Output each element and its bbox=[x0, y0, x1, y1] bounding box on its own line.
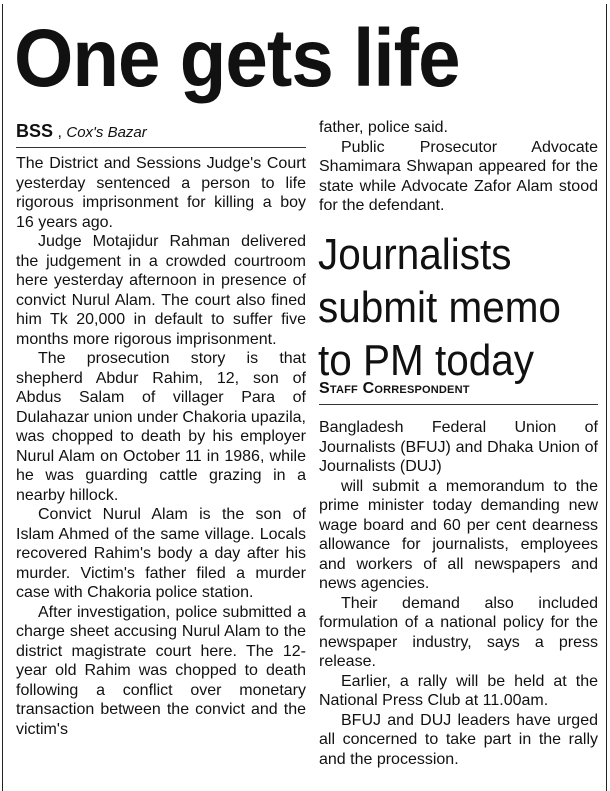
column-rule-left bbox=[2, 4, 3, 791]
byline-separator: , bbox=[53, 124, 67, 141]
article1-paragraph-5: After investigation, police submitted a charge sheet accusing Nurul Alam to the district magistrate court here. The 12-year old Rahim was chopped to death following a conflict over monetary transaction between the convict and the victim's bbox=[16, 603, 306, 738]
byline-staff-correspondent bbox=[319, 379, 598, 399]
byline-agency: BSS bbox=[16, 121, 54, 141]
article1-paragraph-1: The District and Sessions Judge's Court yesterday sentenced a person to life rigorous imprisonment for killing a boy 16 years ago. bbox=[16, 155, 306, 231]
article1-continuation-2: Public Prosecutor Advocate Shamimara Shwapan appeared for the state while Advocate Zafor Alam stood for the defendant. bbox=[319, 138, 598, 214]
article1-paragraph-2: Judge Motajidur Rahman delivered the judgement in a crowded courtroom here yesterday afternoon in presence of convict Nurul Alam. The court also fined him Tk 20,000 in default to suffer five months more rigorous imprisonment. bbox=[16, 233, 306, 348]
article2-paragraph-5: BFUJ and DUJ leaders have urged all concerned to take part in the rally and the procession. bbox=[319, 711, 598, 768]
staff-divider bbox=[319, 404, 598, 405]
article2-paragraph-2: will submit a memorandum to the prime minister today demanding new wage board and 60 per cent dearness allowance for journalists, employees and workers of all newspapers and news agencies. bbox=[319, 477, 598, 592]
byline-place: Cox's Bazar bbox=[66, 124, 147, 141]
article2-body bbox=[319, 418, 598, 769]
byline-staff-text: Staff Correspondent bbox=[319, 380, 470, 397]
headline-journalists-memo: Journalists submit memo to PM today bbox=[318, 230, 561, 385]
article1-continuation bbox=[319, 118, 598, 216]
byline-divider bbox=[16, 147, 306, 148]
byline-bss bbox=[16, 121, 306, 143]
headline-one-gets-life: One gets life bbox=[14, 13, 460, 104]
article1-paragraph-3: The prosecution story is that shepherd Abdur Rahim, 12, son of Abdus Salam of villager Para of Dulahazar union under Chakoria upazila, was chopped to death by his employer Nurul Alam on October 11 in 1986, while he was guarding cattle grazing in a nearby hillock. bbox=[16, 350, 306, 504]
article1-body bbox=[16, 154, 306, 739]
article2-paragraph-4: Earlier, a rally will be held at the National Press Club at 11.00am. bbox=[319, 672, 598, 709]
column-rule-right bbox=[606, 4, 607, 791]
article1-paragraph-4: Convict Nurul Alam is the son of Islam Ahmed of the same village. Locals recovered Rahim's body a day after his murder. Victim's father filed a murder case with Chakoria police station. bbox=[16, 506, 306, 601]
article2-paragraph-3: Their demand also included formulation of a national policy for the newspaper industry, says a press release. bbox=[319, 594, 598, 670]
article1-continuation-1: father, police said. bbox=[319, 119, 448, 136]
article2-paragraph-1: Bangladesh Federal Union of Journalists (BFUJ) and Dhaka Union of Journalists (DUJ) bbox=[319, 419, 598, 475]
